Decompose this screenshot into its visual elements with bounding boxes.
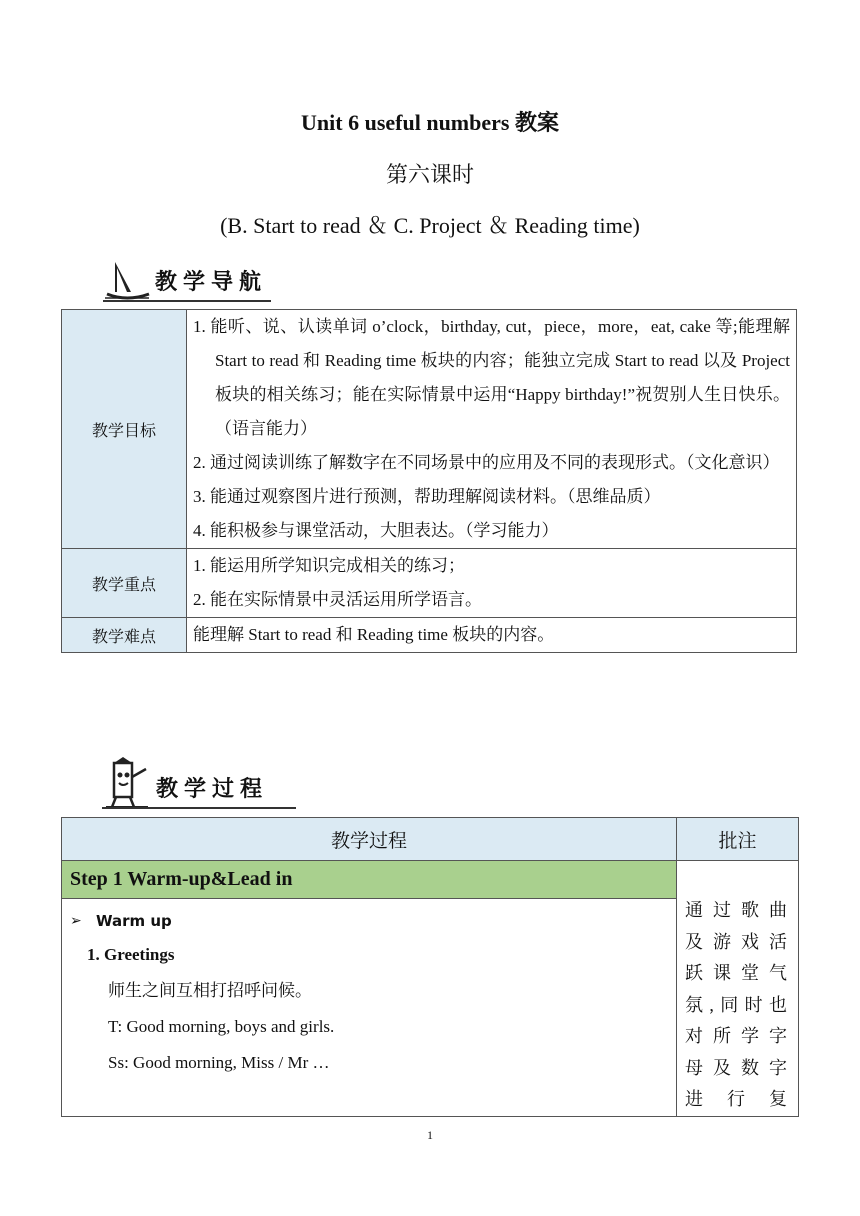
key-point-item: 2. 能在实际情景中灵活运用所学语言。: [193, 590, 482, 609]
difficulty-label: 教学难点: [62, 618, 187, 653]
notes-column-header: 批注: [677, 818, 799, 861]
header-row: [62, 818, 799, 861]
key-points-label: 教学重点: [62, 549, 187, 618]
document-title: Unit 6 useful numbers 教案: [301, 110, 559, 135]
bullet-item: [62, 905, 676, 937]
step-row: [62, 861, 799, 899]
teaching-process-banner: [102, 755, 298, 809]
dialogue-line: Ss: Good morning, Miss / Mr …: [108, 1052, 330, 1072]
key-points-content: [187, 549, 797, 618]
key-point-item: 1. 能运用所学知识完成相关的练习；: [193, 556, 465, 575]
goal-item: 4. 能积极参与课堂活动，大胆表达。（学习能力）: [193, 521, 559, 540]
arrow-bullet-icon: ➢: [70, 912, 82, 929]
pencil-mascot-icon: [102, 757, 152, 809]
goals-label: 教学目标: [62, 310, 187, 549]
step-body: [62, 898, 677, 1116]
goals-row: [62, 310, 797, 549]
sailboat-icon: [103, 258, 151, 302]
activity-title: 1. Greetings: [87, 944, 175, 964]
note-cell: 通过歌曲及游戏活跃课堂气氛,同时也对所学字母及数字进行复: [677, 861, 799, 1117]
bullet-label: Warm up: [96, 911, 172, 930]
teaching-nav-banner: [103, 256, 273, 302]
goal-item: 1. 能听、说、认读单词 o’clock，birthday, cut，piece，more，eat, cake 等;能理解 Start to read 和 Reading time 板块的内容；能独立完成 Start to read 以及 Project 板块的相关练习；能在实际情景中运用“Happy birthday!”祝贺别人生日快乐。（语言能力）: [193, 317, 790, 438]
goal-item: 2. 通过阅读训练了解数字在不同场景中的应用及不同的表现形式。（文化意识）: [193, 453, 780, 472]
activity-description: 师生之间互相打招呼问候。: [108, 980, 312, 1000]
teaching-process-table: [61, 817, 799, 1117]
difficulty-content: 能理解 Start to read 和 Reading time 板块的内容。: [187, 618, 797, 653]
dialogue-line: T: Good morning, boys and girls.: [108, 1016, 335, 1036]
step-title: Step 1 Warm-up&Lead in: [62, 861, 677, 899]
banner-underline: [102, 807, 296, 809]
lesson-sections: (B. Start to read ＆ C. Project ＆ Reading time): [220, 213, 640, 238]
difficulty-row: [62, 618, 797, 653]
lesson-overview-table: [61, 309, 797, 653]
teaching-process-label: 教学过程: [156, 777, 269, 802]
goal-item: 3. 能通过观察图片进行预测，帮助理解阅读材料。（思维品质）: [193, 487, 661, 506]
banner-underline: [103, 300, 271, 302]
page-number: 1: [427, 1128, 433, 1142]
goals-content: [187, 310, 797, 549]
lesson-number: 第六课时: [385, 162, 474, 187]
teaching-nav-label: 教学导航: [155, 270, 268, 295]
process-column-header: 教学过程: [62, 818, 677, 861]
key-points-row: [62, 549, 797, 618]
